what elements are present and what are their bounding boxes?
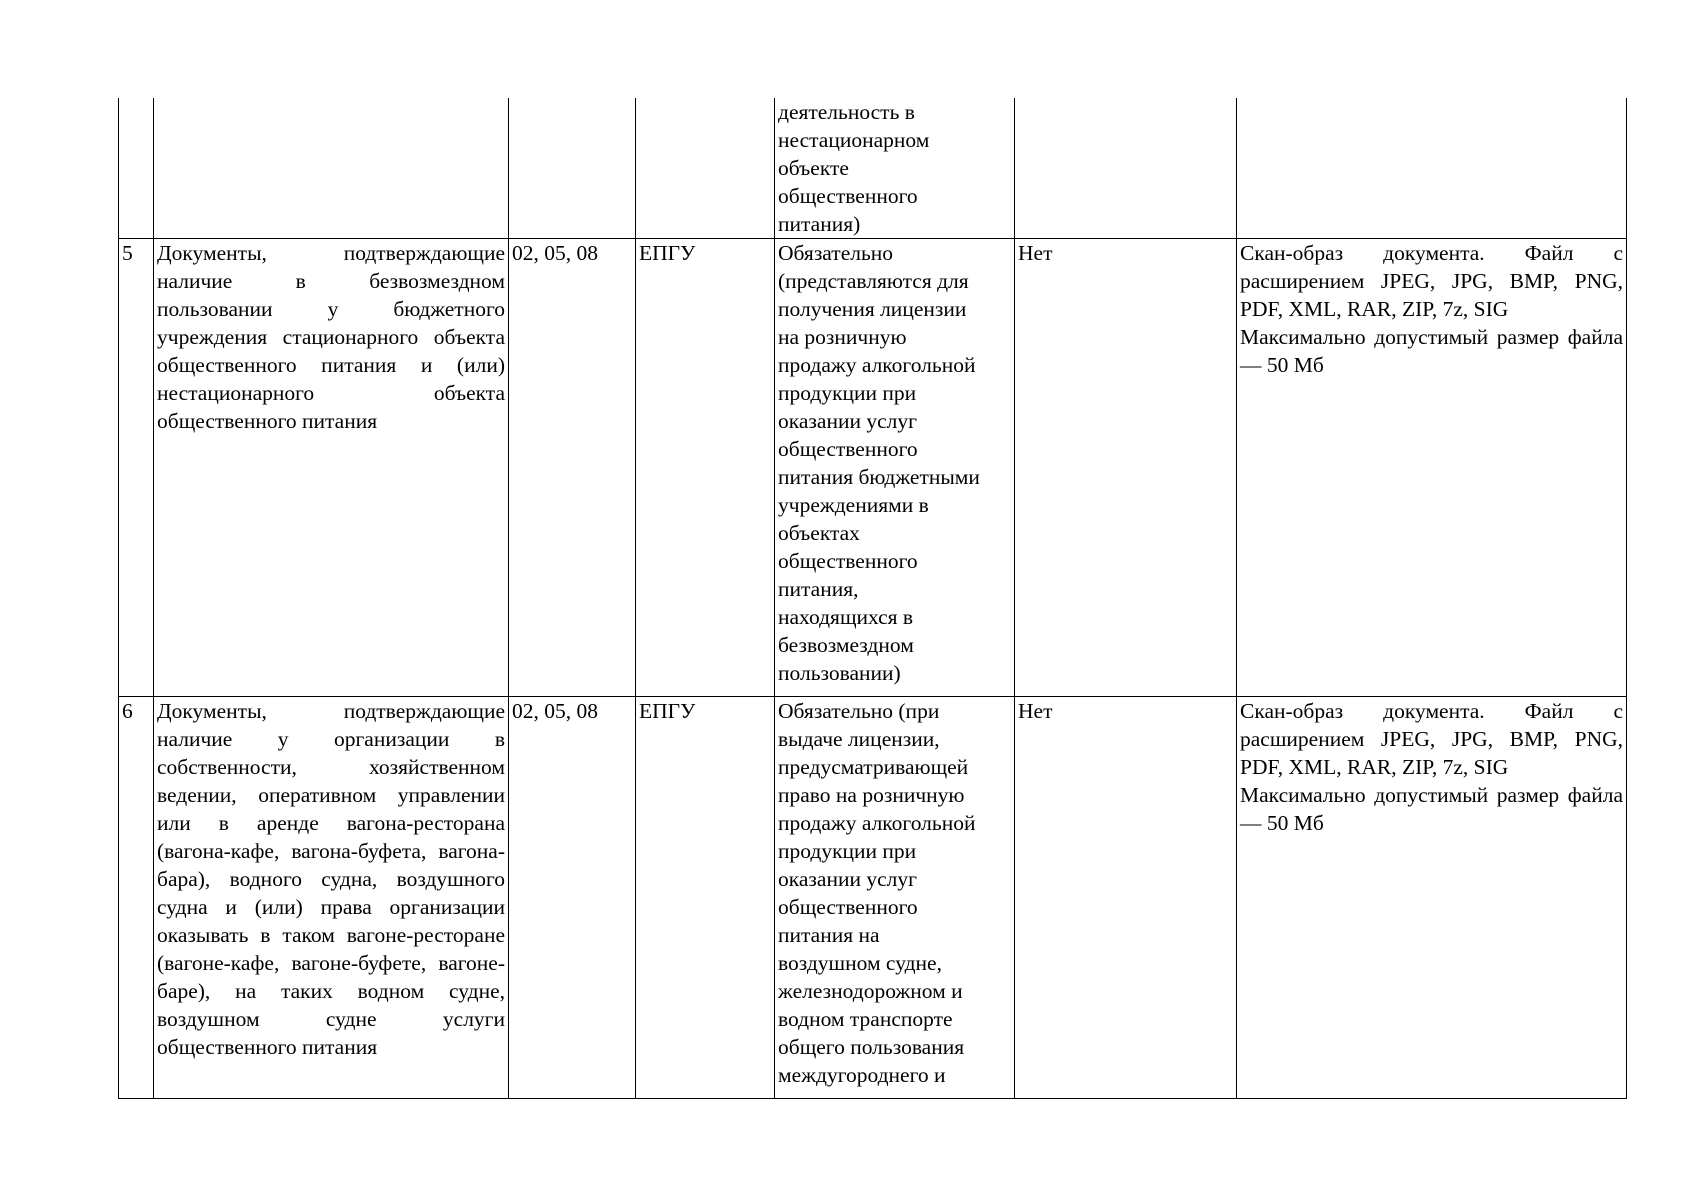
codes-cell [509,98,636,239]
document-description [154,98,509,239]
row-number [119,98,154,239]
channel-cell: ЕПГУ [636,697,775,1099]
format-cell: Скан-образ документа. Файл с расширением JPEG, JPG, BMP, PNG, PDF, XML, RAR, ZIP, 7z, SIG Максимально допустимый размер файла — 50 Мб [1237,697,1627,1099]
document-description: Документы, подтверждающие наличие у организации в собственности, хозяйственном ведении, оперативном управлении или в аренде вагона-ресторана (вагона-кафе, вагона-буфета, вагона-бара), водного судна, воздушного судна и (или) права организации оказывать в таком вагоне-ресторане (вагоне-кафе, вагоне-буфете, вагоне-баре), на таких водном судне, воздушном судне услуги общественного питания [154,697,509,1099]
channel-cell: ЕПГУ [636,239,775,697]
codes-cell: 02, 05, 08 [509,239,636,697]
row-number: 6 [119,697,154,1099]
table-row [119,697,1627,1099]
channel-cell [636,98,775,239]
requirements-table [118,98,1627,1099]
codes-cell: 02, 05, 08 [509,697,636,1099]
mandatory-cell: Нет [1015,697,1237,1099]
table-row [119,239,1627,697]
row-number: 5 [119,239,154,697]
document-description: Документы, подтверждающие наличие в безвозмездном пользовании у бюджетного учреждения стационарного объекта общественного питания и (или) нестационарного объекта общественного питания [154,239,509,697]
requirement-cell: Обязательно (представляются для получения лицензии на розничную продажу алкогольной продукции при оказании услуг общественного питания бюджетными учреждениями в объектах общественного питания, находящихся в безвозмездном пользовании) [775,239,1015,697]
mandatory-cell: Нет [1015,239,1237,697]
format-cell: Скан-образ документа. Файл с расширением JPEG, JPG, BMP, PNG, PDF, XML, RAR, ZIP, 7z, SIG Максимально допустимый размер файла — 50 Мб [1237,239,1627,697]
requirement-cell: Обязательно (при выдаче лицензии, предусматривающей право на розничную продажу алкогольной продукции при оказании услуг общественного питания на воздушном судне, железнодорожном и водном транспорте общего пользования междугороднего и [775,697,1015,1099]
table-row [119,98,1627,239]
requirement-cell: деятельность в нестационарном объекте общественного питания) [775,98,1015,239]
format-cell [1237,98,1627,239]
mandatory-cell [1015,98,1237,239]
